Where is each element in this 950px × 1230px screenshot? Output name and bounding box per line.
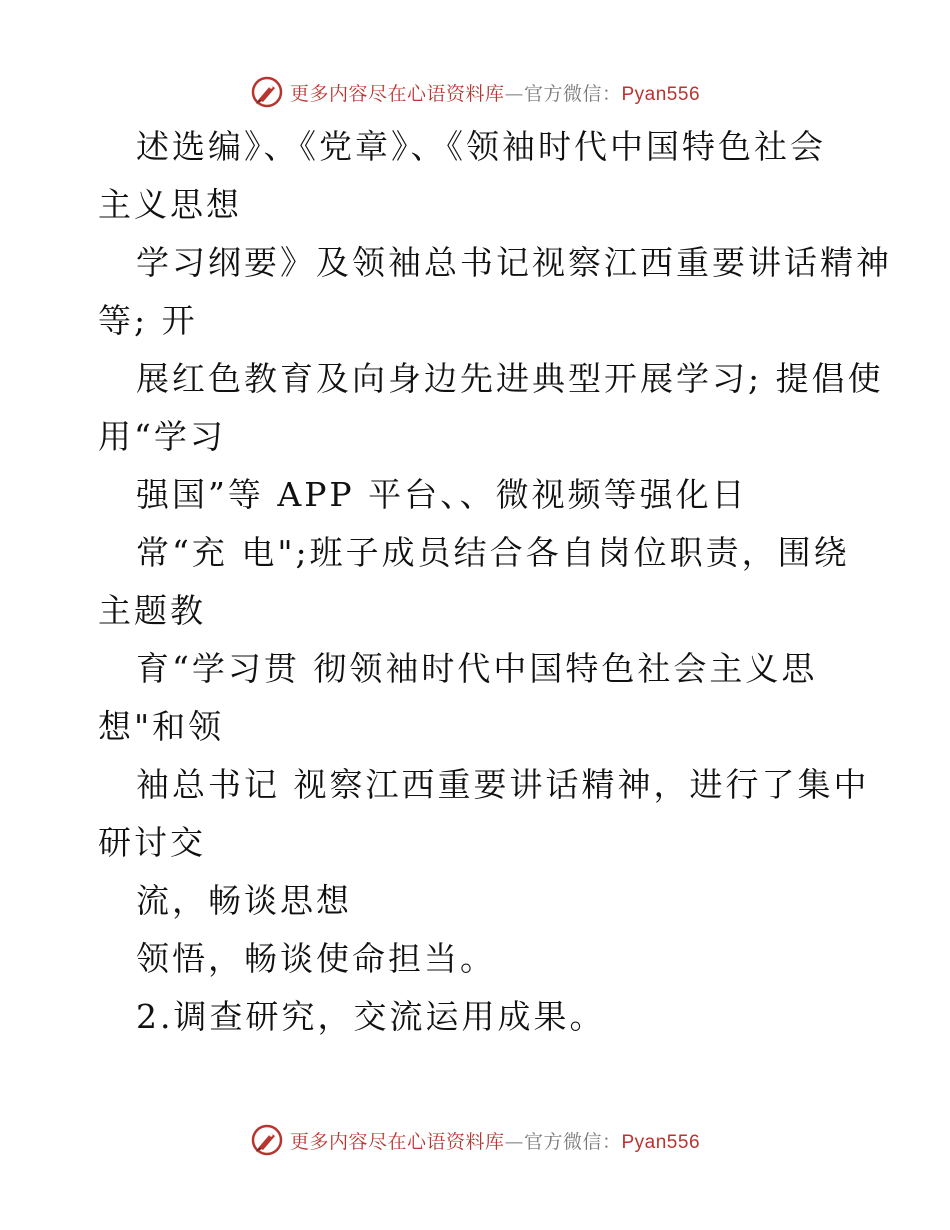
text-line: 用“学习 — [98, 417, 226, 456]
text-line: 学习纲要》及领袖总书记视察江西重要讲话精神 — [136, 243, 892, 282]
footer-separator: — — [504, 1130, 524, 1153]
footer-banner — [0, 1120, 950, 1160]
text-line: 育“学习贯 彻领袖时代中国特色社会主义思 — [136, 649, 818, 688]
text-line: 领悟，畅谈使命担当。 — [136, 939, 496, 978]
pen-nib-logo-icon — [250, 75, 284, 109]
body-text — [98, 118, 892, 1046]
text-line: 展红色教育及向身边先进典型开展学习; 提倡使 — [136, 359, 884, 398]
footer-banner-text — [290, 1127, 700, 1154]
text-line: 想"和领 — [98, 707, 225, 746]
text-line: 等; 开 — [98, 301, 198, 340]
pen-nib-logo-icon — [250, 1123, 284, 1157]
text-line: 2.调查研究，交流运用成果。 — [136, 997, 606, 1036]
text-line: 强国”等 APP 平台、、微视频等强化日 — [136, 475, 748, 514]
footer-wechat-label: 官方微信： — [523, 1130, 622, 1153]
text-line: 研讨交 — [98, 823, 206, 862]
header-wechat-label: 官方微信： — [523, 82, 622, 105]
header-slogan: 更多内容尽在心语资料库 — [289, 82, 505, 105]
header-banner — [0, 72, 950, 112]
text-line: 主题教 — [98, 591, 206, 630]
text-line: 主义思想 — [98, 185, 242, 224]
footer-wechat-id: Pyan556 — [621, 1131, 701, 1153]
text-line: 常“充 电";班子成员结合各自岗位职责，围绕 — [136, 533, 850, 572]
header-banner-text — [290, 79, 700, 106]
header-wechat-id: Pyan556 — [621, 83, 701, 105]
text-line: 袖总书记 视察江西重要讲话精神，进行了集中 — [136, 765, 870, 804]
footer-slogan: 更多内容尽在心语资料库 — [289, 1130, 505, 1153]
text-line: 流，畅谈思想 — [136, 881, 352, 920]
text-line: 述选编》、《党章》、《领袖时代中国特色社会 — [136, 127, 826, 166]
header-separator: — — [504, 82, 524, 105]
